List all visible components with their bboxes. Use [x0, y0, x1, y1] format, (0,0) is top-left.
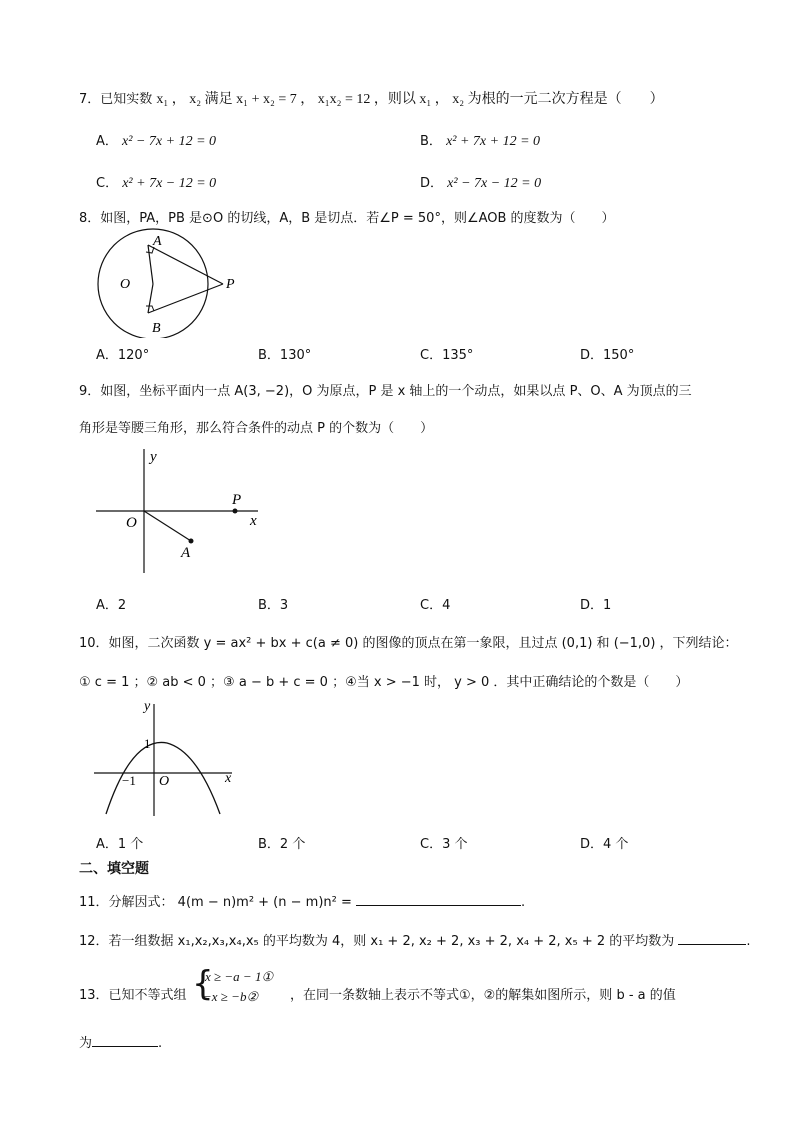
label-o: O: [159, 774, 170, 789]
q10-stem-line2: ① c = 1 ；② ab < 0 ；③ a − b + c = 0 ；④当 x > −1 时， y > 0 ．其中正确结论的个数是（ ）: [79, 675, 689, 690]
q7-stem: 7．已知实数 x₁ ， x₂ 满足 x₁ + x₂ = 7 ， x₁x₂ = 12 ，则以 x₁ ， x₂ 为根的一元二次方程是（ ）: [79, 92, 664, 107]
q13-inequality-2: −x ≥ −b②: [203, 989, 259, 1004]
q13-suffix: ，在同一条数轴上表示不等式①，②的解集如图所示，则 b - a 的值: [290, 988, 676, 1003]
label-p: P: [232, 492, 242, 508]
label-x: x: [250, 513, 257, 529]
q9-coordinate-figure: [92, 445, 272, 580]
section-title: 二、填空题: [79, 861, 149, 877]
q7-option-d: D． x² − 7x − 12 = 0: [420, 176, 542, 191]
q9-option-a: A．2: [96, 598, 127, 613]
q12-answer-blank[interactable]: [678, 932, 746, 945]
q8-option-b: B．130°: [258, 348, 312, 363]
q10-option-d: D．4 个: [580, 837, 629, 852]
tangent-pa: [148, 245, 223, 284]
q12-stem: 12．若一组数据 x₁,x₂,x₃,x₄,x₅ 的平均数为 4，则 x₁ + 2, x₂ + 2, x₃ + 2, x₄ + 2, x₅ + 2 的平均数为 .: [79, 934, 751, 949]
q7-option-b: B． x² + 7x + 12 = 0: [420, 134, 541, 149]
q7-stem-math: x₁ ， x₂ 满足 x₁ + x₂ = 7 ， x₁x₂ = 12 ，则以 x₁ ， x₂ 为根的一元二次方程是（ ）: [156, 92, 664, 107]
q10-stem-line1: 10．如图，二次函数 y = ax² + bx + c(a ≠ 0) 的图像的顶点在第一象限，且过点 (0,1) 和 (−1,0) ，下列结论：: [79, 636, 738, 651]
label-one: 1: [144, 736, 151, 751]
q9-option-c: C．4: [420, 598, 451, 613]
segment-oa: [144, 511, 191, 541]
q8-option-a: A．120°: [96, 348, 150, 363]
q8-option-d: D．150°: [580, 348, 635, 363]
label-neg-one: −1: [122, 773, 136, 788]
label-o: O: [120, 277, 131, 292]
q13-answer-blank[interactable]: [92, 1034, 158, 1047]
system-brace: {: [192, 964, 214, 1004]
label-a: A: [153, 234, 162, 249]
right-angle-b: [146, 306, 154, 311]
q13-inequality-1: x ≥ −a − 1①: [205, 969, 274, 984]
q8-option-c: C．135°: [420, 348, 474, 363]
label-x: x: [225, 771, 232, 786]
q7-option-a: A． x² − 7x + 12 = 0: [96, 134, 217, 149]
tangent-pb: [148, 284, 223, 313]
label-b: B: [152, 321, 161, 336]
q9-stem-line1: 9．如图，坐标平面内一点 A(3, −2)，O 为原点，P 是 x 轴上的一个动点，如果以点 P、O、A 为顶点的三: [79, 384, 692, 399]
point-p: [233, 509, 238, 514]
label-p: P: [226, 277, 235, 292]
q10-option-a: A．1 个: [96, 837, 144, 852]
q8-circle-figure: [90, 228, 250, 338]
q8-stem: 8．如图，PA，PB 是⊙O 的切线，A，B 是切点．若∠P = 50°，则∠AOB 的度数为（ ）: [79, 211, 615, 226]
q9-option-b: B．3: [258, 598, 289, 613]
q7-option-c: C． x² + 7x − 12 = 0: [96, 176, 217, 191]
q11-answer-blank[interactable]: [356, 893, 521, 906]
q13-prefix: 13．已知不等式组: [79, 988, 187, 1003]
q13-line2: 为 .: [79, 1036, 163, 1051]
radius-ob: [148, 284, 153, 313]
label-y: y: [150, 449, 157, 465]
label-a: A: [181, 545, 191, 561]
q9-stem-line2: 角形是等腰三角形，那么符合条件的动点 P 的个数为（ ）: [79, 421, 434, 436]
label-o: O: [126, 515, 137, 531]
q9-option-d: D．1: [580, 598, 612, 613]
label-y: y: [144, 699, 151, 714]
q10-parabola-figure: [92, 696, 242, 821]
q11-stem: 11．分解因式： 4(m − n)m² + (n − m)n² = .: [79, 895, 526, 910]
point-a: [189, 539, 194, 544]
q10-option-b: B．2 个: [258, 837, 306, 852]
q10-option-c: C．3 个: [420, 837, 468, 852]
